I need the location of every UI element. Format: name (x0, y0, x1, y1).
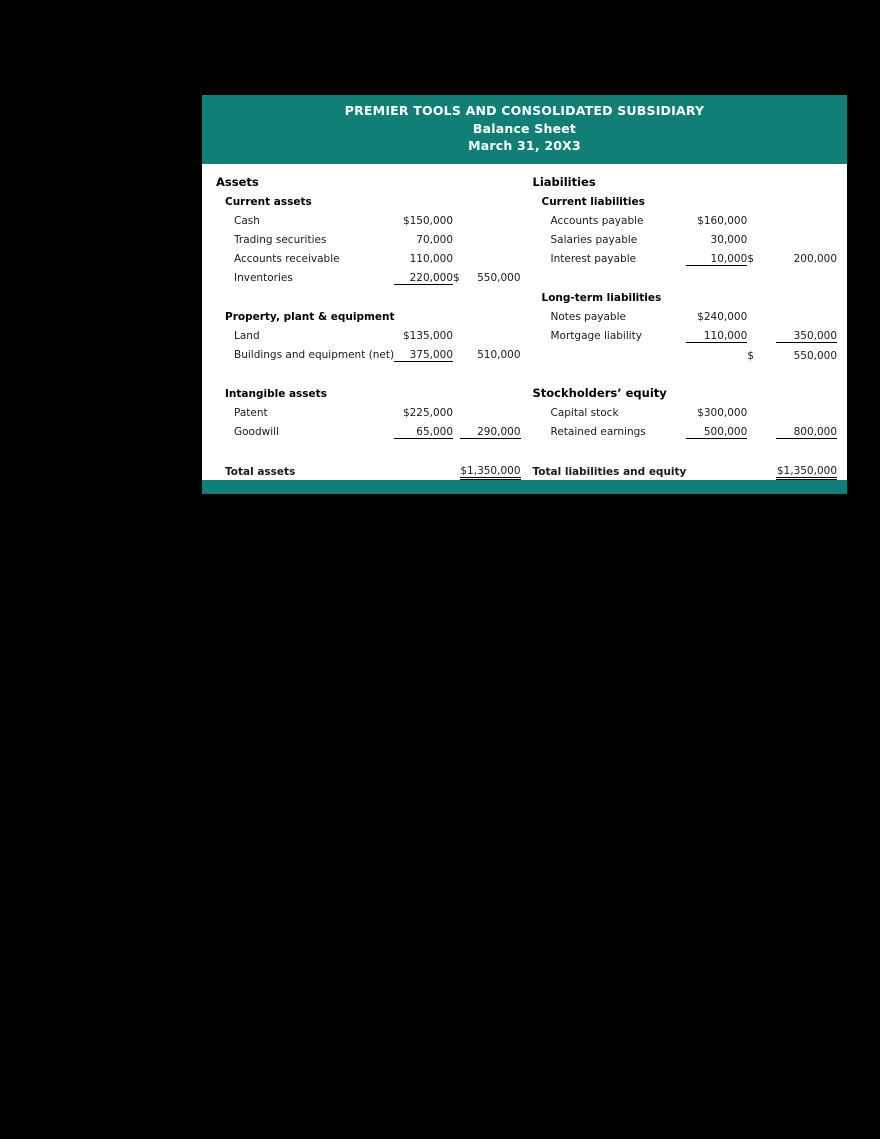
line-label: Notes payable (550, 310, 626, 323)
table-row (216, 419, 521, 439)
line-label: Mortgage liability (550, 330, 642, 342)
liabilities-equity-column (525, 170, 848, 480)
table-row (216, 304, 521, 323)
line-amount-col1: 500,000 (686, 419, 747, 439)
current-liabilities-heading: Current liabilities (541, 195, 645, 208)
currency-symbol (747, 208, 776, 227)
table-row (533, 246, 838, 266)
line-amount-col2: 550,000 (477, 272, 521, 284)
currency-symbol (747, 304, 776, 323)
line-amount-col1 (686, 342, 747, 362)
line-amount-col2 (460, 323, 521, 342)
line-amount-col2: 350,000 (776, 323, 837, 343)
line-label: Accounts receivable (234, 252, 340, 265)
table-row (533, 208, 838, 227)
table-row (533, 285, 838, 304)
line-amount-col2: 200,000 (793, 253, 837, 265)
currency-symbol (453, 419, 460, 439)
currency-symbol (453, 323, 460, 342)
intangible-assets-heading: Intangible assets (225, 387, 327, 400)
total-liabilities-row (533, 342, 838, 362)
line-amount-col2 (460, 208, 521, 227)
table-row (216, 342, 521, 362)
line-amount-col1: 110,000 (409, 252, 454, 265)
line-label: Trading securities (234, 233, 327, 246)
stockholders-equity-heading: Stockholders’ equity (532, 385, 667, 400)
table-row (216, 265, 521, 285)
assets-column (202, 170, 525, 480)
line-amount-col1: $160,000 (697, 214, 748, 227)
line-amount-col2 (776, 400, 837, 419)
spacer-row (216, 284, 521, 304)
line-label: Cash (234, 214, 260, 227)
liabilities-heading: Liabilities (532, 174, 596, 189)
assets-heading: Assets (216, 174, 259, 189)
total-assets-label: Total assets (225, 466, 296, 478)
table-row (533, 400, 838, 419)
ppe-heading: Property, plant & equipment (225, 310, 395, 323)
current-assets-heading: Current assets (225, 195, 312, 208)
table-row (533, 419, 838, 439)
balance-sheet-document (202, 95, 847, 494)
liabilities-table (533, 170, 838, 480)
total-liabilities-equity-label: Total liabilities and equity (532, 466, 687, 478)
statement-date: March 31, 20X3 (468, 138, 581, 153)
total-assets-row (216, 458, 521, 479)
table-row (533, 381, 838, 400)
line-label (533, 342, 687, 362)
currency-symbol (453, 246, 460, 265)
currency-symbol (747, 323, 776, 343)
line-amount-col2: 510,000 (477, 349, 521, 361)
assets-table (216, 170, 521, 480)
line-amount-col1: 110,000 (686, 323, 747, 343)
line-label: Buildings and equipment (net) (234, 349, 395, 361)
line-amount-col2 (776, 208, 837, 227)
spacer-row (216, 361, 521, 381)
currency-symbol: $ (453, 272, 460, 284)
currency-symbol (747, 419, 776, 439)
table-row (216, 400, 521, 419)
table-row (216, 189, 521, 208)
line-label: Salaries payable (550, 233, 638, 246)
statement-title: Balance Sheet (472, 120, 577, 136)
currency-symbol (747, 227, 776, 246)
line-amount-col2 (460, 227, 521, 246)
line-amount-col1: 70,000 (416, 233, 454, 246)
line-amount-col1: 65,000 (394, 419, 453, 439)
currency-symbol (747, 400, 776, 419)
line-amount-col1: $225,000 (402, 406, 454, 419)
line-amount-col2 (460, 246, 521, 265)
line-amount-col2 (460, 400, 521, 419)
line-label: Retained earnings (550, 426, 646, 438)
line-label: Capital stock (550, 406, 619, 419)
table-row (533, 189, 838, 208)
line-label: Inventories (234, 272, 293, 284)
currency-symbol (453, 227, 460, 246)
line-label: Land (234, 329, 260, 342)
table-row (216, 208, 521, 227)
line-amount-col2: 800,000 (776, 419, 837, 439)
total-liabilities-equity-row (533, 458, 838, 479)
currency-symbol: $ (747, 253, 754, 265)
document-header (202, 95, 847, 164)
line-amount-col1: 30,000 (710, 233, 748, 246)
line-label: Patent (234, 406, 268, 419)
line-amount-col1: 220,000 (394, 265, 453, 285)
spacer-row (533, 362, 838, 381)
table-row (216, 323, 521, 342)
line-amount-col2: 290,000 (460, 419, 521, 439)
line-amount-col2 (776, 304, 837, 323)
table-row (533, 170, 838, 189)
table-row (533, 323, 838, 343)
currency-symbol (453, 342, 460, 362)
document-footer-bar (202, 480, 847, 494)
total-liabilities-equity-value: $1,350,000 (776, 458, 837, 479)
line-label: Interest payable (550, 253, 637, 265)
table-row (533, 304, 838, 323)
line-amount-col2: 550,000 (793, 349, 837, 362)
spacer-row (533, 265, 838, 285)
table-row (533, 227, 838, 246)
currency-symbol (453, 208, 460, 227)
table-row (216, 381, 521, 400)
line-label: Accounts payable (550, 214, 644, 227)
line-amount-col1: $300,000 (697, 406, 748, 419)
currency-symbol (453, 400, 460, 419)
line-amount-col2 (776, 227, 837, 246)
spacer-row (533, 438, 838, 458)
spacer-row (216, 438, 521, 458)
currency-symbol: $ (747, 349, 754, 362)
line-amount-col1: 375,000 (394, 342, 453, 362)
line-amount-col1: $240,000 (697, 310, 748, 323)
line-amount-col1: 10,000 (686, 246, 747, 266)
longterm-liabilities-heading: Long-term liabilities (541, 291, 662, 304)
table-row (216, 227, 521, 246)
table-row (216, 246, 521, 265)
line-label: Goodwill (234, 426, 279, 438)
line-amount-col1: $135,000 (402, 329, 454, 342)
statement-body (202, 164, 847, 480)
line-amount-col1: $150,000 (402, 214, 454, 227)
company-name: PREMIER TOOLS AND CONSOLIDATED SUBSIDIARY (344, 103, 705, 118)
table-row (216, 170, 521, 189)
total-assets-value: $1,350,000 (460, 458, 521, 479)
